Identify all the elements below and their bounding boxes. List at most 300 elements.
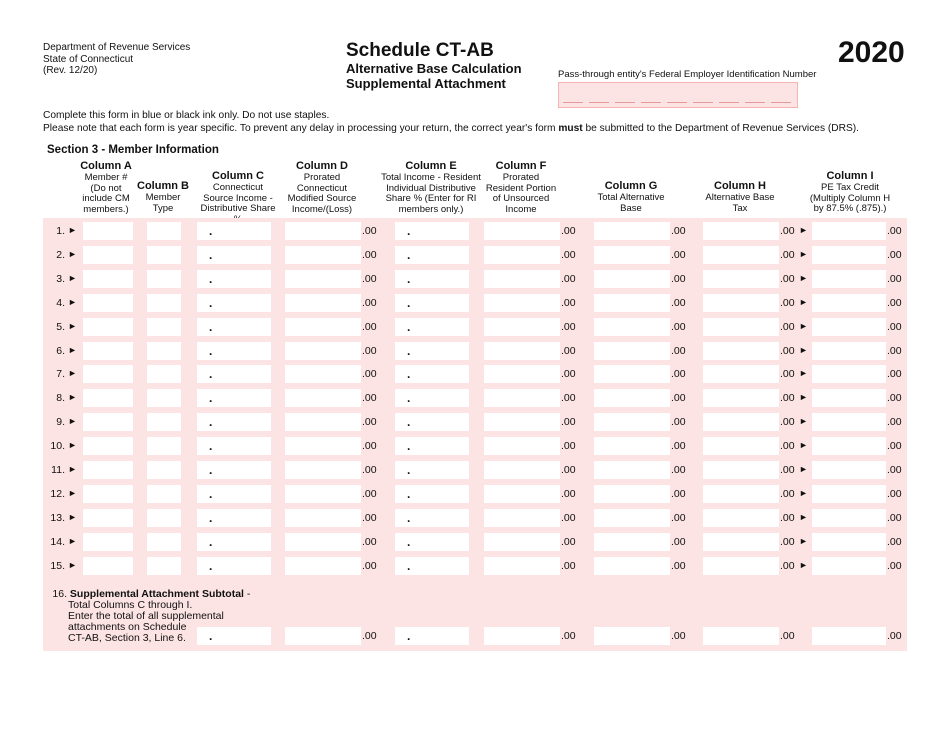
column-d-input[interactable] — [285, 509, 361, 527]
table-row — [43, 411, 907, 433]
row-number: 4. — [56, 296, 65, 309]
column-h-header — [700, 180, 780, 214]
column-i-arrow-icon: ► — [799, 225, 808, 235]
column-g-input[interactable] — [594, 461, 670, 479]
column-h-input[interactable] — [703, 342, 779, 360]
decimal-point: . — [209, 271, 213, 286]
column-i-arrow-icon: ► — [799, 296, 808, 307]
column-h-input[interactable] — [703, 246, 779, 264]
row-number: 2. — [56, 248, 65, 261]
line16-text3: Enter the total of all supplemental — [68, 610, 224, 622]
row-number: 11. — [51, 464, 65, 476]
column-h-input[interactable] — [703, 318, 779, 336]
column-i-input[interactable] — [812, 627, 886, 645]
column-f-input[interactable] — [484, 461, 560, 479]
column-g-input[interactable] — [594, 413, 670, 431]
column-b-input[interactable] — [147, 509, 181, 527]
cents-label: .00 — [561, 248, 576, 261]
cents-label: .00 — [780, 511, 795, 524]
column-a-input[interactable] — [83, 222, 133, 240]
column-b-input[interactable] — [147, 222, 181, 240]
decimal-point: . — [407, 224, 411, 238]
agency-name: Department of Revenue Services — [43, 42, 191, 53]
row-number: 3. — [56, 272, 65, 285]
subtitle-line1: Alternative Base Calculation — [346, 61, 522, 76]
column-d-input[interactable] — [285, 389, 361, 407]
decimal-point: . — [209, 319, 213, 334]
cents-label: .00 — [362, 320, 377, 333]
cents-label: .00 — [671, 487, 686, 500]
column-f-input[interactable] — [484, 533, 560, 551]
row-number: 15. — [50, 559, 65, 572]
column-h-input[interactable] — [703, 294, 779, 312]
column-i-arrow-icon: ► — [799, 535, 808, 546]
column-i-input[interactable] — [812, 461, 886, 479]
decimal-point: . — [407, 247, 411, 262]
column-f-input[interactable] — [484, 342, 560, 360]
decimal-point: . — [209, 534, 213, 549]
cents-label: .00 — [362, 630, 377, 642]
column-b-input[interactable] — [147, 294, 181, 312]
column-a-input[interactable] — [83, 509, 133, 527]
table-row — [43, 507, 907, 529]
row-number: 8. — [56, 392, 65, 405]
column-g-input[interactable] — [594, 318, 670, 336]
column-a-input[interactable] — [83, 389, 133, 407]
cents-label: .00 — [561, 296, 576, 309]
fein-input[interactable] — [558, 82, 798, 108]
cents-label: .00 — [561, 464, 576, 476]
table-row — [43, 244, 907, 266]
column-i-input[interactable] — [812, 509, 886, 527]
decimal-point: . — [407, 367, 411, 382]
column-a-input[interactable] — [83, 270, 133, 288]
decimal-point: . — [209, 343, 213, 358]
decimal-point: . — [407, 629, 411, 643]
column-a-input[interactable] — [83, 318, 133, 336]
cents-label: .00 — [362, 487, 377, 500]
decimal-point: . — [209, 486, 213, 501]
column-b-input[interactable] — [147, 461, 181, 479]
column-d-input[interactable] — [285, 437, 361, 455]
column-i-arrow-icon: ► — [799, 368, 808, 379]
column-a-input[interactable] — [83, 557, 133, 575]
column-d-input[interactable] — [285, 627, 361, 645]
decimal-point: . — [209, 224, 213, 238]
cents-label: .00 — [671, 464, 686, 476]
column-i-input[interactable] — [812, 222, 886, 240]
fein-digit-slot — [719, 102, 739, 103]
cents-label: .00 — [561, 511, 576, 524]
column-d-input[interactable] — [285, 294, 361, 312]
decimal-point: . — [407, 534, 411, 549]
table-row — [43, 363, 907, 385]
decimal-point: . — [209, 415, 213, 430]
row-arrow-icon: ► — [68, 296, 77, 307]
decimal-point: . — [407, 391, 411, 406]
tax-year: 2020 — [838, 36, 905, 69]
column-f-input[interactable] — [484, 222, 560, 240]
decimal-point: . — [407, 486, 411, 501]
decimal-point: . — [209, 463, 213, 477]
column-f-input[interactable] — [484, 627, 560, 645]
column-h-input[interactable] — [703, 509, 779, 527]
cents-label: .00 — [887, 272, 902, 285]
column-a-input[interactable] — [83, 342, 133, 360]
decimal-point: . — [407, 558, 411, 573]
cents-label: .00 — [780, 559, 795, 572]
column-b-input[interactable] — [147, 557, 181, 575]
fein-digit-slot — [641, 102, 661, 103]
line16-text5: CT-AB, Section 3, Line 6. — [68, 632, 186, 644]
column-i-header — [806, 170, 894, 215]
cents-label: .00 — [887, 630, 902, 642]
cents-label: .00 — [561, 368, 576, 381]
column-d-header — [285, 160, 359, 215]
cents-label: .00 — [887, 344, 902, 357]
column-d-input[interactable] — [285, 485, 361, 503]
column-d-input[interactable] — [285, 342, 361, 360]
column-i-input[interactable] — [812, 557, 886, 575]
cents-label: .00 — [671, 368, 686, 381]
cents-label: .00 — [887, 225, 902, 237]
column-d-input[interactable] — [285, 222, 361, 240]
cents-label: .00 — [561, 392, 576, 405]
row-arrow-icon: ► — [68, 440, 77, 451]
table-row — [43, 220, 907, 242]
cents-label: .00 — [362, 559, 377, 572]
column-f-input[interactable] — [484, 270, 560, 288]
cents-label: .00 — [362, 296, 377, 309]
row-arrow-icon: ► — [68, 248, 77, 259]
column-d-input[interactable] — [285, 318, 361, 336]
cents-label: .00 — [561, 559, 576, 572]
cents-label: .00 — [780, 368, 795, 381]
row-arrow-icon: ► — [68, 225, 77, 235]
decimal-point: . — [209, 295, 213, 310]
column-f-input[interactable] — [484, 246, 560, 264]
row-arrow-icon: ► — [68, 416, 77, 427]
column-i-input[interactable] — [812, 294, 886, 312]
column-i-input[interactable] — [812, 533, 886, 551]
column-g-input[interactable] — [594, 557, 670, 575]
column-i-arrow-icon: ► — [799, 487, 808, 498]
form-title: Schedule CT-AB — [346, 40, 494, 61]
column-b-input[interactable] — [147, 342, 181, 360]
column-i-arrow-icon: ► — [799, 344, 808, 355]
agency-block — [43, 42, 190, 77]
cents-label: .00 — [887, 535, 902, 548]
cents-label: .00 — [887, 368, 902, 381]
column-e-desc: Total Income - Resident Individual Distributive Share % (Enter for RI members only.) — [381, 172, 481, 215]
row-arrow-icon: ► — [68, 511, 77, 522]
table-row — [43, 555, 907, 577]
cents-label: .00 — [780, 487, 795, 500]
column-b-input[interactable] — [147, 365, 181, 383]
cents-label: .00 — [671, 440, 686, 453]
line16-text2: Total Columns C through I. — [68, 599, 193, 611]
row-number: 9. — [56, 416, 65, 429]
column-g-input[interactable] — [594, 342, 670, 360]
row-arrow-icon: ► — [68, 535, 77, 546]
column-f-input[interactable] — [484, 318, 560, 336]
column-b-input[interactable] — [147, 270, 181, 288]
column-f-input[interactable] — [484, 437, 560, 455]
cents-label: .00 — [671, 630, 686, 642]
column-h-input[interactable] — [703, 389, 779, 407]
column-f-input[interactable] — [484, 389, 560, 407]
row-number: 13. — [50, 511, 65, 524]
cents-label: .00 — [362, 248, 377, 261]
section-title: Section 3 - Member Information — [47, 144, 219, 156]
column-e-header — [381, 160, 481, 215]
column-f-desc: Prorated Resident Portion of Unsourced Income — [485, 172, 557, 215]
fein-digit-slot — [693, 102, 713, 103]
cents-label: .00 — [671, 559, 686, 572]
column-a-input[interactable] — [83, 461, 133, 479]
column-d-input[interactable] — [285, 533, 361, 551]
row-arrow-icon: ► — [68, 559, 77, 570]
cents-label: .00 — [887, 296, 902, 309]
decimal-point: . — [407, 343, 411, 358]
column-i-input[interactable] — [812, 485, 886, 503]
column-f-input[interactable] — [484, 485, 560, 503]
column-b-input[interactable] — [147, 246, 181, 264]
cents-label: .00 — [780, 392, 795, 405]
cents-label: .00 — [671, 535, 686, 548]
column-f-header — [483, 160, 559, 215]
column-a-title: Column A — [80, 160, 132, 172]
row-number: 5. — [56, 320, 65, 333]
row-arrow-icon: ► — [68, 272, 77, 283]
column-a-input[interactable] — [83, 365, 133, 383]
cents-label: .00 — [780, 272, 795, 285]
cents-label: .00 — [362, 440, 377, 453]
column-i-input[interactable] — [812, 365, 886, 383]
column-f-input[interactable] — [484, 413, 560, 431]
instruction-line1: Complete this form in blue or black ink only. Do not use staples. — [43, 110, 330, 121]
decimal-point: . — [209, 247, 213, 262]
column-d-input[interactable] — [285, 413, 361, 431]
table-row — [43, 268, 907, 290]
column-h-input[interactable] — [703, 533, 779, 551]
column-g-input[interactable] — [594, 365, 670, 383]
instruction-text-a: Please note that each form is year specific. To prevent any delay in processing your return, the correct year's form — [43, 122, 559, 134]
cents-label: .00 — [887, 511, 902, 524]
cents-label: .00 — [780, 416, 795, 429]
column-g-input[interactable] — [594, 222, 670, 240]
column-g-input[interactable] — [594, 533, 670, 551]
column-b-desc: Member Type — [145, 192, 181, 214]
cents-label: .00 — [780, 440, 795, 453]
form-subtitle — [346, 61, 522, 91]
decimal-point: . — [209, 391, 213, 406]
instruction-must: must — [558, 122, 583, 134]
cents-label: .00 — [671, 225, 686, 237]
column-d-input[interactable] — [285, 557, 361, 575]
column-e-title: Column E — [405, 160, 457, 172]
fein-digit-slot — [615, 102, 635, 103]
fein-digit-slot — [589, 102, 609, 103]
row-arrow-icon: ► — [68, 487, 77, 498]
column-g-desc: Total Alternative Base — [597, 192, 665, 214]
column-b-input[interactable] — [147, 485, 181, 503]
cents-label: .00 — [671, 344, 686, 357]
column-i-input[interactable] — [812, 246, 886, 264]
row-number: 12. — [50, 487, 65, 500]
fein-digit-slot — [745, 102, 765, 103]
column-f-input[interactable] — [484, 557, 560, 575]
column-g-title: Column G — [604, 180, 658, 192]
cents-label: .00 — [780, 320, 795, 333]
column-g-input[interactable] — [594, 509, 670, 527]
column-h-input[interactable] — [703, 222, 779, 240]
row-arrow-icon: ► — [68, 392, 77, 403]
column-a-input[interactable] — [83, 294, 133, 312]
decimal-point: . — [407, 295, 411, 310]
cents-label: .00 — [362, 416, 377, 429]
decimal-point: . — [407, 463, 411, 477]
table-row — [43, 340, 907, 362]
decimal-point: . — [209, 629, 213, 643]
column-a-desc: Member # (Do not include CM members.) — [82, 172, 130, 215]
cents-label: .00 — [887, 320, 902, 333]
cents-label: .00 — [561, 416, 576, 429]
cents-label: .00 — [561, 487, 576, 500]
column-i-arrow-icon: ► — [799, 392, 808, 403]
column-h-input[interactable] — [703, 365, 779, 383]
column-b-input[interactable] — [147, 318, 181, 336]
column-g-input[interactable] — [594, 627, 670, 645]
column-i-arrow-icon: ► — [799, 248, 808, 259]
cents-label: .00 — [671, 272, 686, 285]
subtitle-line2: Supplemental Attachment — [346, 76, 506, 91]
column-d-input[interactable] — [285, 270, 361, 288]
decimal-point: . — [209, 439, 213, 454]
column-b-input[interactable] — [147, 413, 181, 431]
column-b-input[interactable] — [147, 533, 181, 551]
cents-label: .00 — [887, 392, 902, 405]
table-row — [43, 387, 907, 409]
table-row — [43, 292, 907, 314]
column-a-input[interactable] — [83, 485, 133, 503]
column-g-input[interactable] — [594, 485, 670, 503]
cents-label: .00 — [362, 392, 377, 405]
column-h-input[interactable] — [703, 485, 779, 503]
column-i-input[interactable] — [812, 389, 886, 407]
column-i-input[interactable] — [812, 413, 886, 431]
column-i-title: Column I — [826, 170, 874, 182]
cents-label: .00 — [780, 225, 795, 237]
column-d-input[interactable] — [285, 246, 361, 264]
column-f-input[interactable] — [484, 509, 560, 527]
column-d-input[interactable] — [285, 461, 361, 479]
cents-label: .00 — [671, 392, 686, 405]
column-i-input[interactable] — [812, 270, 886, 288]
column-i-arrow-icon: ► — [799, 440, 808, 451]
column-g-input[interactable] — [594, 270, 670, 288]
column-h-desc: Alternative Base Tax — [705, 192, 775, 214]
cents-label: .00 — [780, 296, 795, 309]
column-c-desc: Connecticut Source Income - Distributive Share — [200, 182, 276, 214]
cents-label: .00 — [671, 511, 686, 524]
column-b-input[interactable] — [147, 389, 181, 407]
row-number: 1. — [56, 225, 65, 237]
column-h-input[interactable] — [703, 413, 779, 431]
cents-label: .00 — [887, 559, 902, 572]
row-number: 7. — [56, 368, 65, 381]
column-g-input[interactable] — [594, 294, 670, 312]
column-i-input[interactable] — [812, 318, 886, 336]
column-i-input[interactable] — [812, 437, 886, 455]
line16-text4: attachments on Schedule — [68, 621, 187, 633]
column-a-input[interactable] — [83, 246, 133, 264]
cents-label: .00 — [780, 464, 795, 476]
instruction-line2 — [43, 123, 859, 136]
column-g-header — [590, 180, 672, 214]
column-g-input[interactable] — [594, 389, 670, 407]
table-row — [43, 435, 907, 457]
row-arrow-icon: ► — [68, 464, 77, 474]
column-b-input[interactable] — [147, 437, 181, 455]
cents-label: .00 — [362, 272, 377, 285]
column-c-header — [197, 170, 279, 225]
cents-label: .00 — [362, 464, 377, 476]
column-b-title: Column B — [137, 180, 189, 192]
column-f-title: Column F — [495, 160, 547, 172]
cents-label: .00 — [671, 416, 686, 429]
column-i-arrow-icon: ► — [799, 511, 808, 522]
cents-label: .00 — [561, 320, 576, 333]
column-h-input[interactable] — [703, 437, 779, 455]
cents-label: .00 — [561, 344, 576, 357]
column-h-input[interactable] — [703, 461, 779, 479]
column-f-input[interactable] — [484, 365, 560, 383]
subtotal-fields — [43, 625, 907, 647]
column-h-input[interactable] — [703, 270, 779, 288]
column-a-input[interactable] — [83, 413, 133, 431]
table-row — [43, 531, 907, 553]
line16-dash: - — [243, 588, 251, 600]
decimal-point: . — [209, 510, 213, 525]
column-g-input[interactable] — [594, 246, 670, 264]
cents-label: .00 — [780, 630, 795, 642]
column-i-input[interactable] — [812, 342, 886, 360]
decimal-point: . — [407, 439, 411, 454]
cents-label: .00 — [362, 511, 377, 524]
column-h-input[interactable] — [703, 627, 779, 645]
cents-label: .00 — [671, 248, 686, 261]
decimal-point: . — [209, 558, 213, 573]
cents-label: .00 — [780, 248, 795, 261]
column-a-input[interactable] — [83, 533, 133, 551]
fein-label: Pass-through entity's Federal Employer Identification Number — [558, 69, 817, 80]
instruction-text-b: be submitted to the Department of Revenue Services (DRS). — [582, 122, 860, 134]
column-g-input[interactable] — [594, 437, 670, 455]
row-number: 14. — [50, 535, 65, 548]
column-i-arrow-icon: ► — [799, 416, 808, 427]
cents-label: .00 — [561, 225, 576, 237]
column-f-input[interactable] — [484, 294, 560, 312]
row-number: 10. — [50, 440, 65, 453]
column-a-input[interactable] — [83, 437, 133, 455]
column-h-input[interactable] — [703, 557, 779, 575]
table-row — [43, 483, 907, 505]
column-i-arrow-icon: ► — [799, 320, 808, 331]
column-d-input[interactable] — [285, 365, 361, 383]
cents-label: .00 — [887, 440, 902, 453]
fein-digit-slot — [771, 102, 791, 103]
